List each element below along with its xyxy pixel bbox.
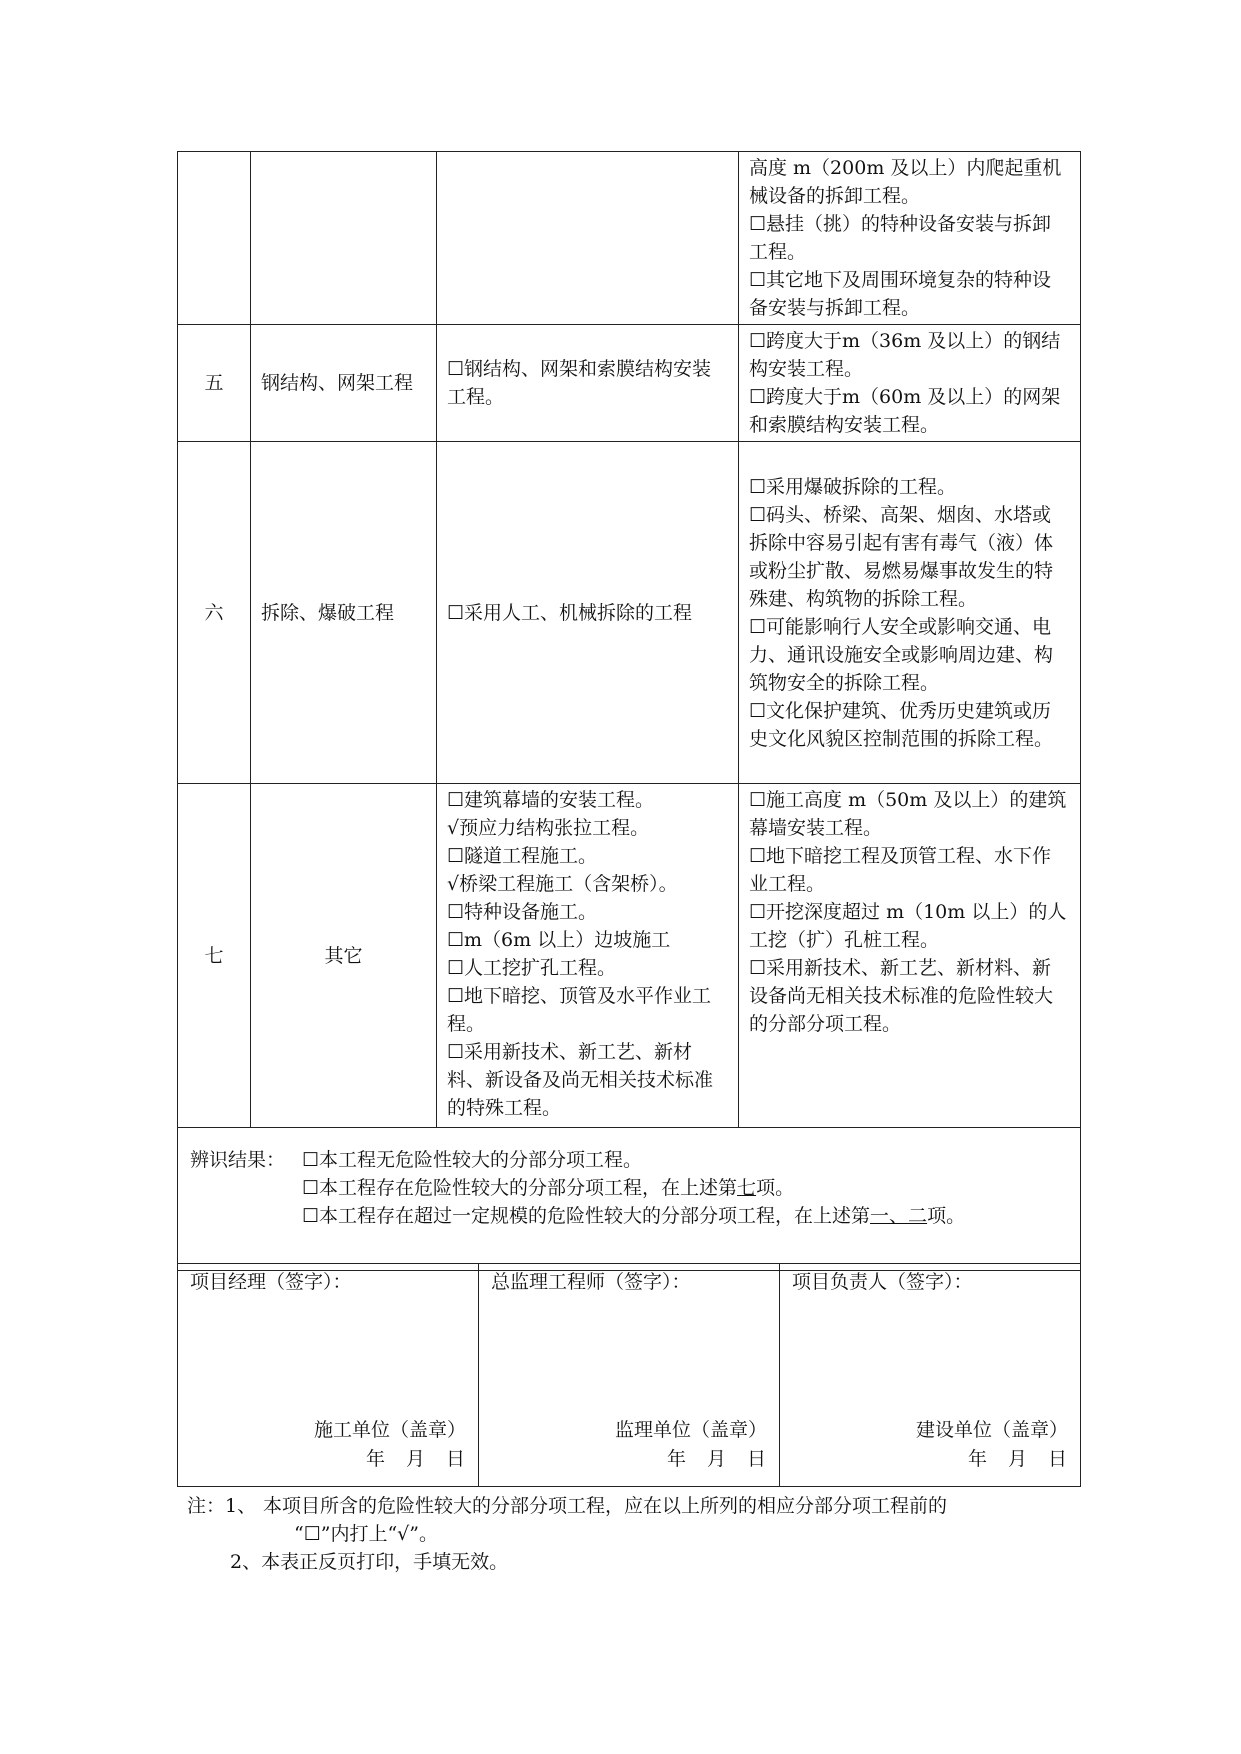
list-item: √预应力结构张拉工程。 — [447, 817, 650, 839]
result-row — [178, 1128, 1081, 1271]
result-option-none: ☐本工程无危险性较大的分部分项工程。 — [302, 1149, 643, 1171]
list-item: ☐文化保护建筑、优秀历史建筑或历史文化风貌区控制范围的拆除工程。 — [749, 699, 1054, 750]
list-item: √桥梁工程施工（含架桥）。 — [447, 873, 678, 895]
note-1-text: 本项目所含的危险性较大的分部分项工程，应在以上所列的相应分部分项工程前的 — [263, 1495, 948, 1517]
general-items-cell — [437, 784, 739, 1128]
row-number-cell: 七 — [178, 784, 251, 1128]
list-item: ☐其它地下及周围环境复杂的特种设备安装与拆卸工程。 — [749, 269, 1052, 319]
category-cell: 钢结构、网架工程 — [251, 325, 437, 442]
row-number-cell — [178, 152, 251, 325]
signature-block-contractor — [178, 1264, 479, 1487]
list-item: ☐特种设备施工。 — [447, 901, 598, 923]
result-option-major-hazard: ☐本工程存在超过一定规模的危险性较大的分部分项工程，在上述第一、二项。 — [302, 1205, 966, 1227]
category-cell: 其它 — [251, 784, 437, 1128]
seal-label: 建设单位（盖章） — [915, 1419, 1068, 1441]
hazard-table — [177, 151, 1081, 1271]
table-row — [178, 442, 1081, 784]
list-item: ☐人工挖扩孔工程。 — [447, 957, 617, 979]
signature-title: 项目负责人（签字）： — [792, 1271, 973, 1293]
note-lead: 注：1、 — [187, 1495, 257, 1517]
result-label: 辨识结果： — [190, 1149, 286, 1171]
seal-label: 施工单位（盖章） — [313, 1419, 466, 1441]
list-item: ☐施工高度 m（50m 及以上）的建筑幕墙安装工程。 — [749, 789, 1067, 839]
notes — [187, 1492, 1087, 1576]
list-item: ☐跨度大于m（36m 及以上）的钢结构安装工程。 — [749, 330, 1061, 380]
signature-row — [178, 1264, 1081, 1487]
list-item: ☐m（6m 以上）边坡施工 — [447, 929, 671, 951]
result-item-number: 一、二 — [870, 1205, 928, 1227]
date-label: 年 月 日 — [967, 1448, 1068, 1470]
signature-title: 项目经理（签字）： — [190, 1271, 352, 1293]
identification-result — [178, 1128, 1081, 1271]
result-item-number: 七 — [737, 1177, 757, 1199]
signature-block-supervisor — [479, 1264, 780, 1487]
seal-label: 监理单位（盖章） — [614, 1419, 767, 1441]
category-cell: 拆除、爆破工程 — [251, 442, 437, 784]
list-item: ☐采用爆破拆除的工程。 — [749, 475, 957, 498]
list-item: ☐采用人工、机械拆除的工程 — [447, 601, 693, 624]
list-item: ☐采用新技术、新工艺、新材料、新设备及尚无相关技术标准的特殊工程。 — [447, 1041, 714, 1119]
result-option-hazard: ☐本工程存在危险性较大的分部分项工程，在上述第七项。 — [302, 1177, 795, 1199]
list-item: ☐悬挂（挑）的特种设备安装与拆卸工程。 — [749, 213, 1052, 263]
major-items-cell — [739, 442, 1081, 784]
general-items-cell — [437, 152, 739, 325]
list-item: ☐建筑幕墙的安装工程。 — [447, 789, 655, 811]
table-row — [178, 784, 1081, 1128]
signature-table — [177, 1263, 1081, 1487]
list-item: ☐开挖深度超过 m（10m 以上）的人工挖（扩）孔桩工程。 — [749, 901, 1067, 951]
date-label: 年 月 日 — [365, 1448, 466, 1470]
signature-title: 总监理工程师（签字）： — [491, 1271, 691, 1293]
major-items-cell — [739, 784, 1081, 1128]
table-row — [178, 325, 1081, 442]
category-cell — [251, 152, 437, 325]
table-row — [178, 152, 1081, 325]
list-item: ☐采用新技术、新工艺、新材料、新设备尚无相关技术标准的危险性较大的分部分项工程。 — [749, 957, 1054, 1035]
list-item: ☐可能影响行人安全或影响交通、电力、通讯设施安全或影响周边建、构筑物安全的拆除工程。 — [749, 615, 1054, 694]
general-items-cell — [437, 325, 739, 442]
list-item: ☐地下暗挖、顶管及水平作业工程。 — [447, 985, 712, 1035]
list-item: ☐跨度大于m（60m 及以上）的网架和索膜结构安装工程。 — [749, 386, 1061, 436]
note-1-continuation: “☐”内打上“√”。 — [294, 1523, 438, 1545]
list-item: 高度 m（200m 及以上）内爬起重机械设备的拆卸工程。 — [749, 157, 1062, 207]
major-items-cell — [739, 152, 1081, 325]
major-items-cell — [739, 325, 1081, 442]
list-item: ☐钢结构、网架和索膜结构安装工程。 — [447, 358, 712, 408]
list-item: ☐地下暗挖工程及顶管工程、水下作业工程。 — [749, 845, 1052, 895]
note-2-text: 2、本表正反页打印，手填无效。 — [230, 1551, 509, 1573]
general-items-cell — [437, 442, 739, 784]
signature-block-owner — [780, 1264, 1081, 1487]
row-number-cell: 六 — [178, 442, 251, 784]
list-item: ☐隧道工程施工。 — [447, 845, 598, 867]
list-item: ☐码头、桥梁、高架、烟囱、水塔或拆除中容易引起有害有毒气（液）体或粉尘扩散、易燃易爆事故发生的特殊建、构筑物的拆除工程。 — [749, 503, 1054, 610]
date-label: 年 月 日 — [666, 1448, 767, 1470]
row-number-cell: 五 — [178, 325, 251, 442]
